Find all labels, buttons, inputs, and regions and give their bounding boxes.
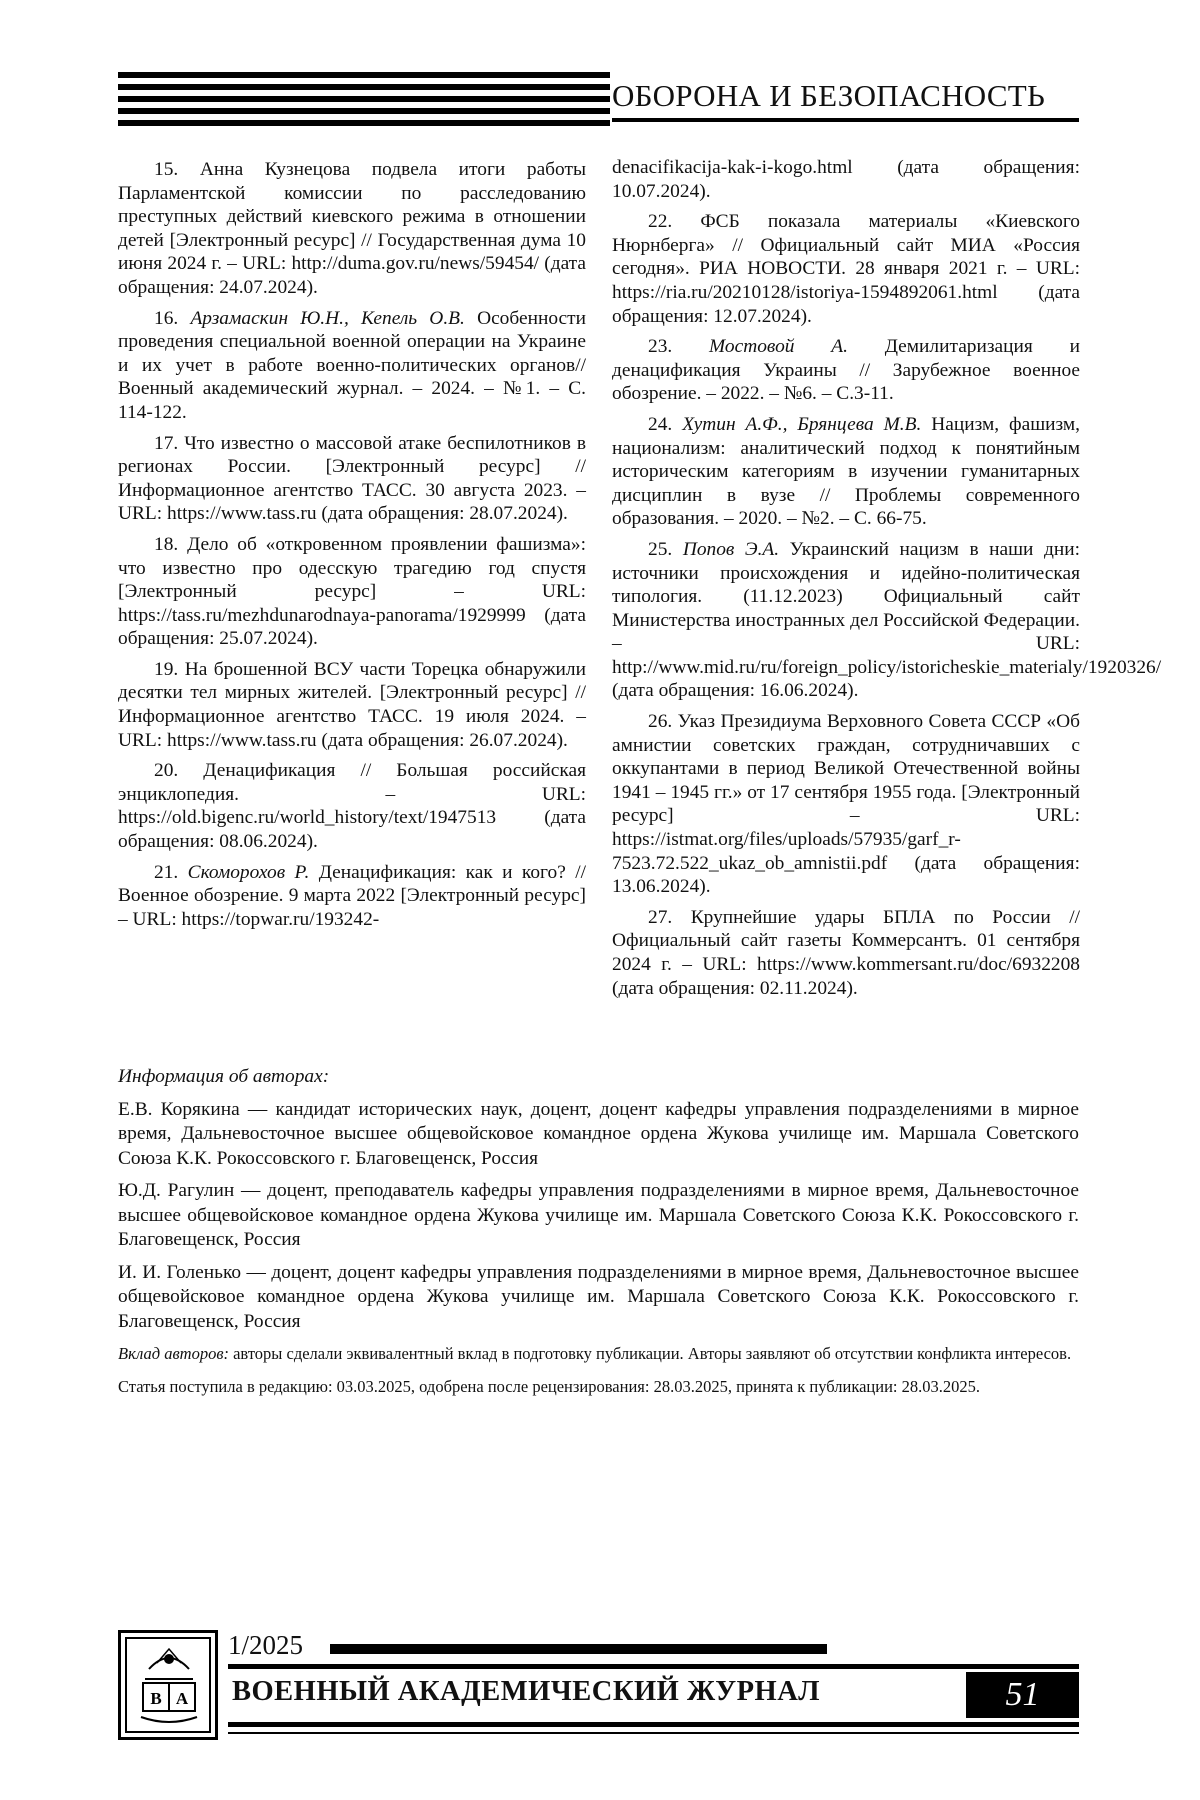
reference-item: 21. Скоморохов Р. Денацификация: как и кого? // Военное обозрение. 9 марта 2022 [Электронный ресурс] – URL: https://topwar.ru/193242- [118,861,586,930]
footer-rule [228,1664,1079,1669]
journal-title: ВОЕННЫЙ АКАДЕМИЧЕСКИЙ ЖУРНАЛ [232,1676,821,1707]
authors-heading: Информация об авторах: [118,1066,330,1087]
reference-authors: Хутин А.Ф., Брянцева М.В. [682,413,922,435]
reference-item: 20. Денацификация // Большая российская энциклопедия. – URL: https://old.bigenc.ru/world_history/text/1947513 (дата обращения: 08.06.2024). [118,760,586,853]
reference-item: 17. Что известно о массовой атаке беспилотников в регионах России. [Электронный ресурс] // Информационное агентство ТАСС. 30 августа 2023. – URL: https://www.tass.ru (дата обращения: 28.07.2024). [118,432,586,525]
header-rule-lines [118,72,610,126]
author-entry: Е.В. Корякина — кандидат исторических наук, доцент, доцент кафедры управления подразделениями в мирное время, Дальневосточное высшее общевойсковое командное ордена Жукова училище им. Маршала Советского Союза К.К. Рокоссовского г. Благовещенск, Россия [118,1098,1079,1169]
reference-item: 24. Хутин А.Ф., Брянцева М.В. Нацизм, фашизм, национализм: аналитический подход к понятийным историческим категориям в изучении гуманитарных дисциплин в вузе // Проблемы современного образования. – 2020. – №2. – С. 66-75. [612,413,1081,530]
reference-item: 19. На брошенной ВСУ части Торецка обнаружили десятки тел мирных жителей. [Электронный ресурс] // Информационное агентство ТАСС. 19 июля 2024. – URL: https://www.tass.ru (дата обращения: 26.07.2024). [118,658,586,751]
author-entry: Ю.Д. Рагулин — доцент, преподаватель кафедры управления подразделениями в мирное время, Дальневосточное высшее общевойсковое командное ордена Жукова училище им. Маршала Советского Союза К.К. Рокоссовского г. Благовещенск, Россия [118,1180,1079,1250]
reference-item: 27. Крупнейшие удары БПЛА по России // Официальный сайт газеты Коммерсантъ. 01 сентября 2024 г. – URL: https://www.kommersant.ru/doc/6932208 (дата обращения: 02.11.2024). [612,906,1080,999]
logo-emblem-icon [127,1639,211,1733]
header-underline [612,118,1079,122]
article-dates: Статья поступила в редакцию: 03.03.2025, одобрена после рецензирования: 28.03.2025, принята к публикации: 28.03.2025. [118,1377,980,1396]
reference-authors: Арзамаскин Ю.Н., Кепель О.В. [190,307,465,329]
author-entry: И. И. Голенько — доцент, доцент кафедры управления подразделениями в мирное время, Дальневосточное высшее общевойсковое командное ордена Жукова училище им. Маршала Советского Союза К.К. Рокоссовского г. Благовещенск, Россия [118,1261,1079,1332]
footer-rule [228,1732,1079,1734]
authors-info [118,1065,1079,1408]
reference-item: 25. Попов Э.А. Украинский нацизм в наши дни: источники происхождения и идейно-политическая типология. (11.12.2023) Официальный сайт Министерства иностранных дел Российской Федерации. – URL: http://www.mid.ru/ru/foreign_policy/istoricheskie_materialy/1920326/ (дата обращения: 16.06.2024). [612,538,1162,702]
footer-rule [228,1722,1079,1727]
references-right-column [612,156,1162,1007]
reference-authors: Попов Э.А. [682,538,780,560]
page-number: 51 [1005,1676,1040,1713]
reference-item: 26. Указ Президиума Верховного Совета СССР «Об амнистии советских граждан, сотрудничавших с оккупантами в период Великой Отечественной войны 1941 – 1945 гг.» от 17 сентября 1955 года. [Электронный ресурс] – URL: https://istmat.org/files/uploads/57935/garf_r-7523.72.522_ukaz_ob_amnistii.pdf (дата обращения: 13.06.2024). [612,711,1080,898]
issue-number: 1/2025 [228,1630,304,1660]
authors-contribution: Вклад авторов: авторы сделали эквивалентный вклад в подготовку публикации. Авторы заявляют об отсутствии конфликта интересов. [118,1344,1072,1363]
reference-item: 18. Дело об «откровенном проявлении фашизма»: что известно про одесскую трагедию год спустя [Электронный ресурс] – URL: https://tass.ru/mezhdunarodnaya-panorama/1929999 (дата обращения: 25.07.2024). [118,533,586,650]
svg-text:А: А [175,1689,189,1708]
section-title: ОБОРОНА И БЕЗОПАСНОСТЬ [612,78,1046,113]
reference-item: 23. Мостовой А. Демилитаризация и денацификация Украины // Зарубежное военное обозрение. – 2022. – №6. – С.3-11. [612,336,1080,405]
reference-authors: Мостовой А. [709,336,848,358]
journal-logo [118,1630,218,1740]
reference-authors: Скоморохов Р. [187,861,310,883]
reference-item: 15. Анна Кузнецова подвела итоги работы Парламентской комиссии по расследованию преступных действий киевского режима в отношении детей [Электронный ресурс] // Государственная дума 10 июня 2024 г. – URL: http://duma.gov.ru/news/59454/ (дата обращения: 24.07.2024). [118,159,586,298]
reference-item: 22. ФСБ показала материалы «Киевского Нюрнберга» // Официальный сайт МИА «Россия сегодня». РИА НОВОСТИ. 28 января 2021 г. – URL: https://ria.ru/20210128/istoriya-1594892061.html (дата обращения: 12.07.2024). [612,211,1080,327]
reference-item: 16. Арзамаскин Ю.Н., Кепель О.В. Особенности проведения специальной военной операции на Украине и их учет в работе военно-политических органов//Военный академический журнал. – 2024. – №1. – С. 114-122. [118,307,586,423]
references-left-column [118,158,586,938]
footer-bar [330,1644,827,1654]
reference-continuation: denacifikacija-kak-i-kogo.html (дата обращения: 10.07.2024). [612,157,1080,202]
svg-text:В: В [150,1689,162,1708]
